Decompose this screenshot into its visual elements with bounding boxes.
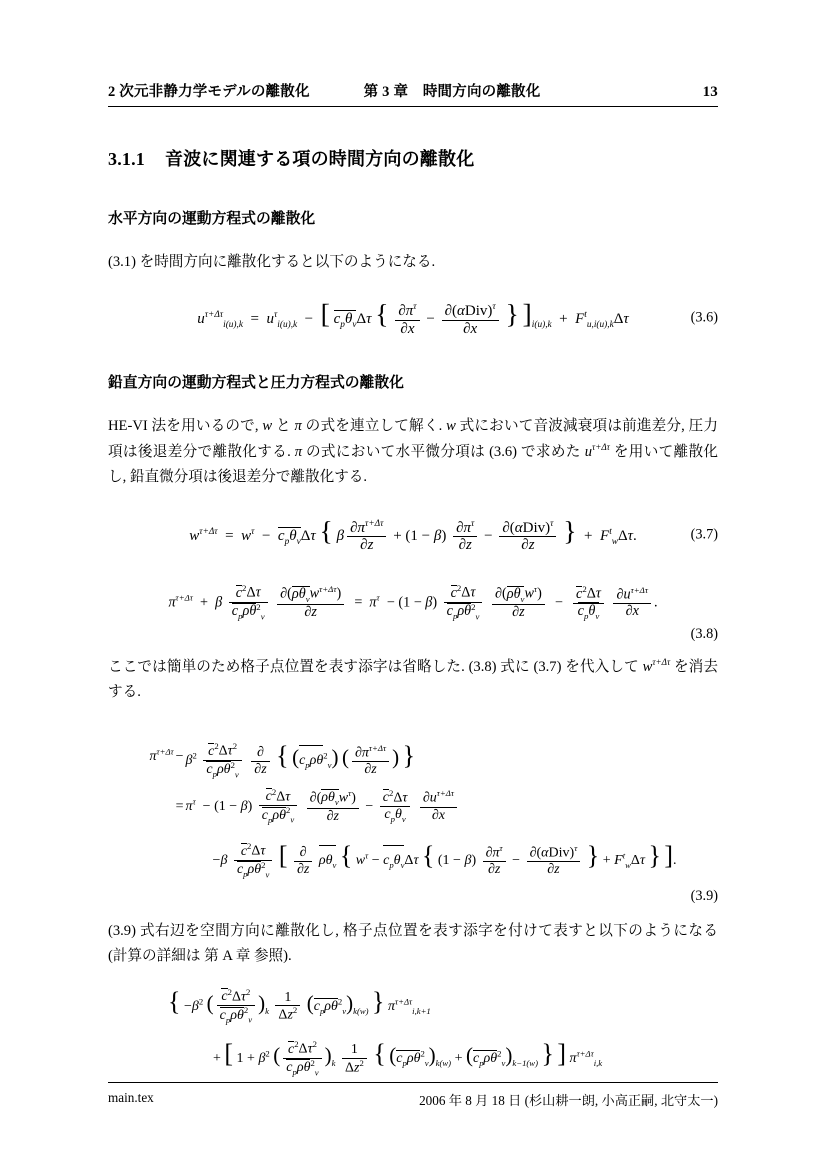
header-left-title: 2 次元非静力学モデルの離散化 bbox=[108, 84, 310, 100]
equation-3-7 bbox=[108, 516, 718, 554]
equation-3-8-body: $\pi^{\tau+\Delta\tau} + \beta$ $\frac{c^2\Delta\tau}{c_p\rho\theta^2_v}$ $\frac{\partial(\rho\theta_vw^{\tau+\Delta\tau})}{\partial z}$ = $\pi^\tau - (1 - \beta)$ $\frac{c^2\Delta\tau}{c_p\rho\theta^2_v}$ $\frac{\partial(\rho\theta_vw^\tau)}{\partial z}$ − $\frac{c^2\Delta\tau}{c_p\theta_v}$ $\frac{\partial u^{\tau+\Delta\tau}}{\partial x}$ . bbox=[168, 583, 658, 622]
equation-3-6-tag: (3.6) bbox=[690, 309, 718, 326]
section-number: 3.1.1 bbox=[108, 149, 145, 169]
equation-continuation-line-2: + [ $1 + \beta^2$ ( $\frac{c^2\Delta\tau^2}{c_p\rho\theta^2_v}$ )$_k$ $\frac{1}{\Delta z^2}$ { $(c_p\rho\theta^2_v)_{k(w)} + (c_p\rho\theta^2_v)_{k-1(w)}$ } ] $\pi^{\tau+\Delta\tau}_{i,k}$ bbox=[213, 1039, 603, 1078]
header-chapter-title: 第 3 章 時間方向の離散化 bbox=[363, 84, 541, 100]
section-heading bbox=[108, 145, 718, 171]
footer-rule bbox=[108, 1082, 718, 1083]
subsection-heading-horizontal-momentum: 水平方向の運動方程式の離散化 bbox=[108, 211, 316, 227]
equation-discretized-continuation bbox=[108, 987, 718, 1078]
equation-3-7-body: $w^{\tau+\Delta\tau} = w^\tau - c_p\theta_v\Delta\tau$ { β $\frac{\partial\pi^{\tau+\Delta\tau}}{\partial z}$ + (1 − β) $\frac{\partial\pi^\tau}{\partial z}$ − $\frac{\partial(\alpha Div)^\tau}{\partial z}$ } + $F^t_w\Delta\tau$. bbox=[189, 515, 637, 554]
section-title: 音波に関連する項の時間方向の離散化 bbox=[165, 149, 475, 169]
footer-filename: main.tex bbox=[108, 1090, 154, 1105]
page-content bbox=[108, 80, 718, 1078]
paragraph-2: HE-VI 法を用いるので, w と π の式を連立して解く. w 式において音波減衰項は前進差分, 圧力項は後退差分で離散化する. π の式において水平微分項は (3.6) で求めた $u^{\tau+\Delta\tau}$ を用いて離散化し, 鉛直微分項は後退差分で離散化する. bbox=[108, 418, 718, 485]
equation-3-8-tag: (3.8) bbox=[690, 626, 718, 643]
paragraph-3: ここでは簡単のため格子点位置を表す添字は省略した. (3.8) 式に (3.7) を代入して $w^{\tau+\Delta\tau}$ を消去する. bbox=[108, 657, 718, 701]
page-number: 13 bbox=[702, 84, 718, 100]
equation-3-6 bbox=[108, 299, 718, 337]
subsection-heading-vertical-momentum: 鉛直方向の運動方程式と圧力方程式の離散化 bbox=[108, 375, 404, 392]
header-rule bbox=[108, 106, 718, 107]
page-footer bbox=[108, 1090, 718, 1109]
equation-3-8 bbox=[108, 584, 718, 643]
footer-date-authors: 2006 年 8 月 18 日 (杉山耕一朗, 小高正嗣, 北守太一) bbox=[419, 1093, 718, 1108]
running-header bbox=[108, 80, 718, 101]
paragraph-1: (3.1) を時間方向に離散化すると以下のようになる. bbox=[108, 254, 436, 270]
equation-3-9 bbox=[108, 727, 718, 904]
equation-3-7-tag: (3.7) bbox=[690, 526, 718, 543]
equation-3-6-body: $u^{\tau+\Delta\tau}_{i(u),k} = u^\tau_{i(u),k}$ − [ $c_p\theta_v\Delta\tau$ { $\frac{\partial\pi^\tau}{\partial x}$ − $\frac{\partial(\alpha Div)^\tau}{\partial x}$ } ]$_{i(u),k} + F^t_{u,i(u),k}\Delta\tau$ bbox=[197, 299, 629, 337]
equation-3-9-body: $\pi^{\tau+\Delta\tau}$ − $\beta^2$ $\frac{c^2\Delta\tau^2}{c_p\rho\theta^2_v}$ $\frac{\partial}{\partial z}$ { $(c_p\rho\theta^2_v)$ ( $\frac{\partial\pi^{\tau+\Delta\tau}}{\partial z}$ ) } = $\pi^\tau - (1 - \beta)$ $\frac{c^2\Delta\tau}{c_p\rho\theta^2_v}$ $\frac{\partial(\rho\theta_vw^\tau)}{\partial z}$ − $\frac{c^2\Delta\tau}{c_p\theta_v}$ $\frac{\partial u^{\tau+\Delta\tau}}{\partial x}$ −β $\frac{c^2\Delta\tau}{c_p\rho\theta^2_v}$ [ $\frac{\partial}{\partial z}$ $\rho\theta_v$ { $w^\tau - c_p\theta_v\Delta\tau$ { (1 − β) $\frac{\partial\pi^\tau}{\partial z}$ − $\frac{\partial(\alpha Div)^\tau}{\partial z}$ } + $F^t_w\Delta\tau$ } ]. bbox=[149, 741, 677, 880]
paragraph-4: (3.9) 式右辺を空間方向に離散化し, 格子点位置を表す添字を付けて表すと以下のようになる (計算の詳細は 第 A 章 参照). bbox=[108, 922, 718, 964]
equation-3-9-tag: (3.9) bbox=[690, 887, 718, 904]
equation-continuation-line-1: { $-\beta^2$ ( $\frac{c^2\Delta\tau^2}{c_p\rho\theta^2_v}$ )$_k$ $\frac{1}{\Delta z^2}$ $(c_p\rho\theta^2_v)_{k(w)}$ } $\pi^{\tau+\Delta\tau}_{i,k+1}$ bbox=[168, 986, 431, 1025]
